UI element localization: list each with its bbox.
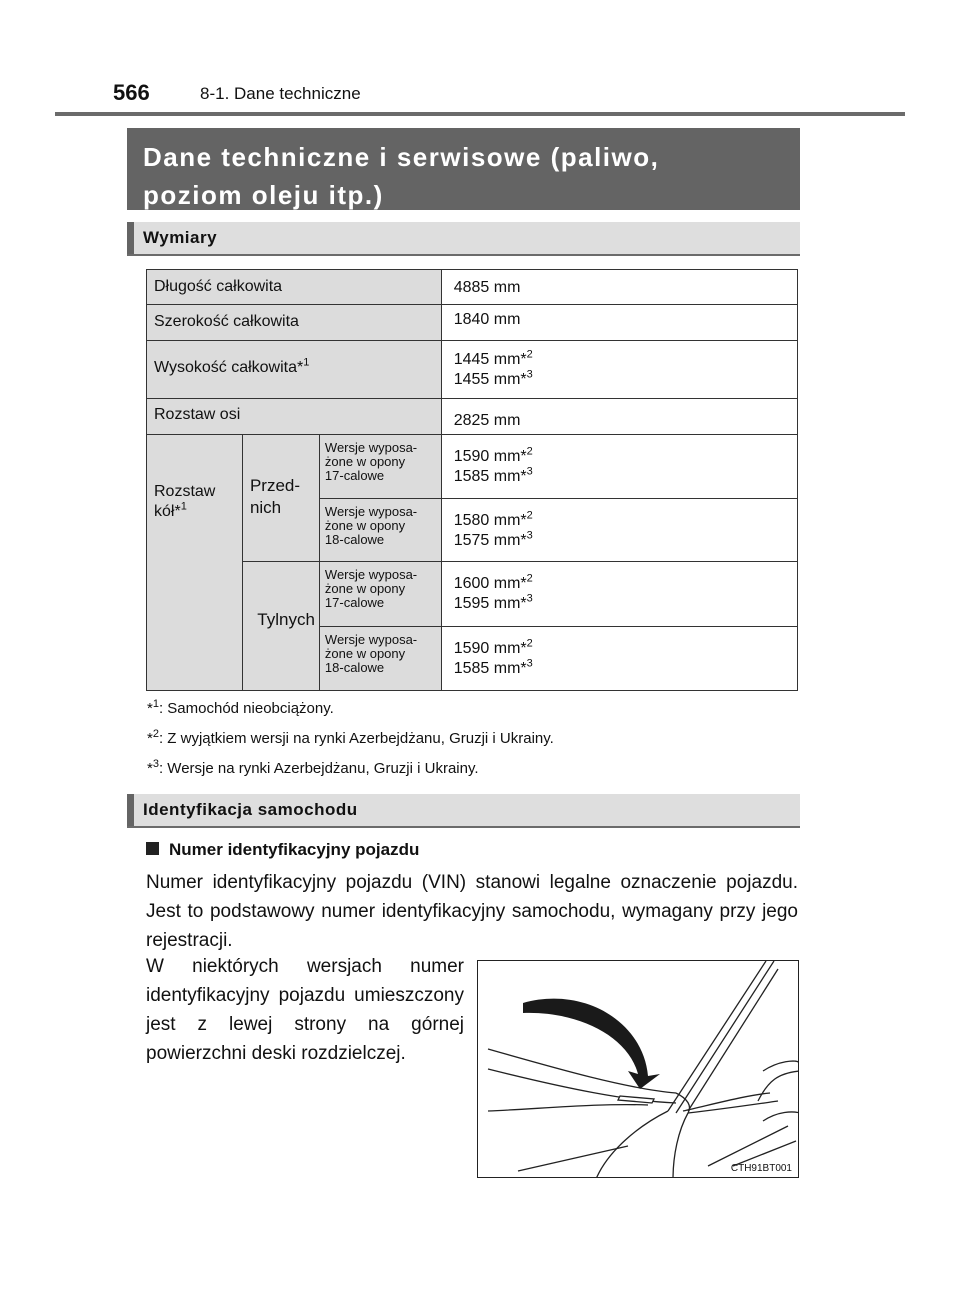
row-label: Szerokość całkowita: [147, 305, 442, 341]
section-title: 8-1. Dane techniczne: [200, 84, 361, 103]
row-value: 1590 mm*$^2$ 1585 mm*$^3$: [441, 435, 797, 499]
value-text: 1445 mm*: [453, 351, 527, 368]
label-text: Rozstaw: [154, 483, 216, 500]
table-row: [147, 305, 798, 341]
table-row: [147, 435, 798, 499]
row-label: Rozstaw osi: [147, 399, 442, 435]
track-label: [147, 435, 243, 691]
vin-location-illustration: [477, 960, 799, 1178]
footnote-ref: 3: [526, 368, 533, 381]
variant-label: Wersje wyposa- żone w opony 18-calowe: [319, 627, 441, 691]
variant-label: Wersje wyposa- żone w opony 18-calowe: [319, 499, 441, 562]
footnote-ref: 1: [180, 500, 187, 513]
row-value: 4885 mm: [441, 270, 797, 305]
chapter-title-line1: Dane techniczne i serwisowe (paliwo,: [143, 142, 660, 172]
front-label: [242, 435, 319, 562]
label-text: Przed-: [249, 476, 301, 495]
row-value: [441, 341, 797, 399]
subsection-heading: [146, 840, 419, 860]
label-text: nich: [249, 498, 282, 517]
footnote-2: *$^2$: Z wyjątkiem wersji na rynki Azerbejdżanu, Gruzji i Ukrainy.: [147, 728, 554, 747]
row-label: Długość całkowita: [147, 270, 442, 305]
vin-location-paragraph: W niektórych wersjach numer identyfikacyjny pojazdu umieszczony jest z lewej strony na górnej powierzchni deski rozdzielczej.: [146, 956, 464, 1064]
table-row: [147, 399, 798, 435]
section-heading-dimensions: [127, 222, 800, 256]
section-heading-identification: [127, 794, 800, 828]
chapter-title-line2: poziom oleju itp.): [143, 180, 384, 210]
variant-label: Wersje wyposa- żone w opony 17-calowe: [319, 435, 441, 499]
value-text: 1455 mm*: [453, 371, 527, 388]
row-value: 1600 mm*$^2$ 1595 mm*$^3$: [441, 562, 797, 627]
header-divider: [55, 112, 905, 116]
label-text: kół*: [154, 503, 181, 520]
figure-code: CTH91BT001: [730, 1163, 792, 1174]
rear-label: Tylnych: [242, 562, 319, 691]
heading-tab: [127, 794, 134, 826]
footnote-3: *$^3$: Wersje na rynki Azerbejdżanu, Gruzji i Ukrainy.: [147, 758, 479, 777]
dashboard-drawing: [478, 961, 799, 1178]
row-value: 1840 mm: [441, 305, 797, 341]
subheading-text: Numer identyfikacyjny pojazdu: [169, 840, 420, 859]
row-label: [147, 341, 442, 399]
table-row: [147, 562, 798, 627]
label-text: Wysokość całkowita*: [154, 359, 304, 376]
table-row: [147, 341, 798, 399]
page-number: 566: [113, 80, 150, 105]
heading-text: Identyfikacja samochodu: [143, 800, 358, 819]
table-row: [147, 270, 798, 305]
footnote-1: *$^1$: Samochód nieobciążony.: [147, 698, 334, 717]
variant-label: Wersje wyposa- żone w opony 17-calowe: [319, 562, 441, 627]
heading-text: Wymiary: [143, 228, 218, 247]
dimensions-table: [146, 269, 798, 691]
chapter-title: [127, 128, 800, 210]
row-value: 1590 mm*$^2$ 1585 mm*$^3$: [441, 627, 797, 691]
row-value: 1580 mm*$^2$ 1575 mm*$^3$: [441, 499, 797, 562]
row-value: 2825 mm: [441, 399, 797, 435]
vin-paragraph: Numer identyfikacyjny pojazdu (VIN) stanowi legalne oznaczenie pojazdu. Jest to podstawowy numer identyfikacyjny samochodu, wymagany przy jego rejestracji.: [146, 872, 798, 951]
footnote-ref: 1: [303, 356, 310, 369]
heading-tab: [127, 222, 134, 254]
footnote-ref: 2: [526, 348, 533, 361]
square-bullet-icon: [146, 842, 159, 855]
